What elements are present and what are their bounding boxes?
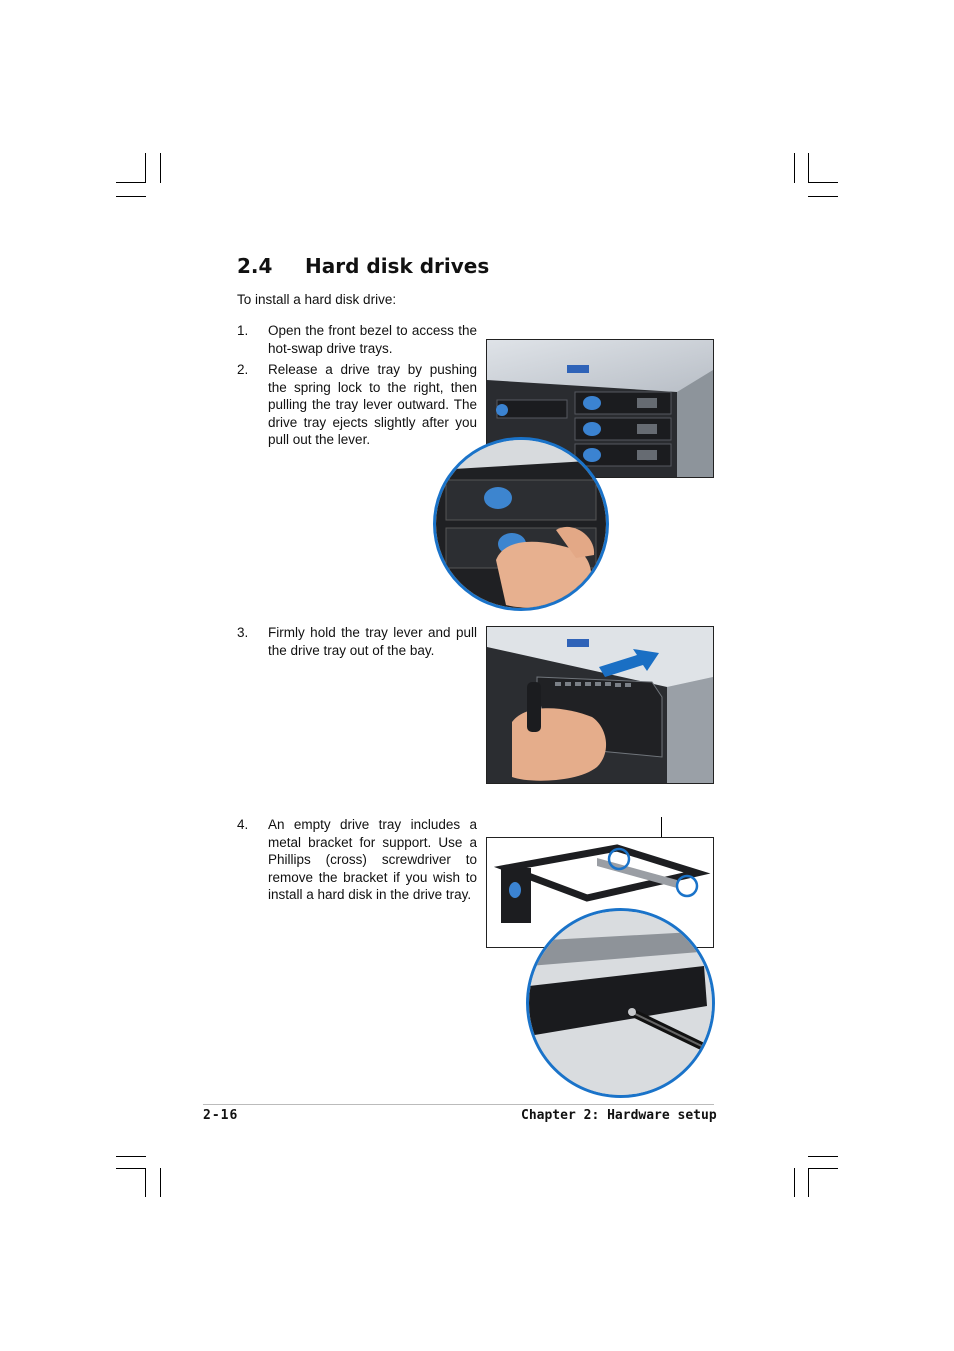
crop-mark — [808, 1156, 838, 1157]
step-1 — [237, 322, 477, 358]
crop-mark — [160, 1168, 161, 1197]
crop-mark — [116, 1156, 146, 1157]
step-number: 1. — [237, 323, 249, 338]
crop-mark — [808, 182, 838, 183]
tray-removal-illustration — [487, 627, 713, 783]
lever-closeup-callout — [433, 437, 609, 611]
section-heading — [237, 254, 637, 278]
section-number: 2.4 — [237, 254, 273, 278]
step-number: 2. — [237, 362, 249, 377]
chapter-title: Chapter 2: Hardware setup — [521, 1108, 717, 1123]
step-text: An empty drive tray includes a metal bracket for support. Use a Phillips (cross) screwdriver to remove the bracket if you wish to install a hard disk in the drive tray. — [268, 817, 477, 902]
bracket-screw-closeup-callout — [526, 908, 715, 1098]
crop-mark — [794, 1168, 795, 1197]
crop-mark — [116, 196, 146, 197]
crop-mark — [808, 1168, 838, 1169]
crop-mark — [160, 153, 161, 183]
section-title: Hard disk drives — [305, 254, 490, 278]
crop-mark — [808, 1168, 809, 1197]
step-text: Open the front bezel to access the hot-swap drive trays. — [268, 323, 477, 356]
tray-removal-photo — [486, 626, 714, 784]
crop-mark — [808, 153, 809, 183]
crop-mark — [116, 1168, 146, 1169]
screwdriver-closeup-illustration — [529, 911, 712, 1095]
crop-mark — [145, 153, 146, 183]
step-3 — [237, 624, 477, 660]
step-text: Firmly hold the tray lever and pull the drive tray out of the bay. — [268, 625, 477, 658]
hand-pulling-lever-illustration — [436, 440, 606, 608]
crop-mark — [145, 1168, 146, 1197]
crop-mark — [794, 153, 795, 183]
page-number: 2-16 — [203, 1108, 239, 1123]
crop-mark — [808, 196, 838, 197]
footer-divider — [203, 1104, 714, 1105]
step-number: 3. — [237, 625, 249, 640]
step-2 — [237, 361, 477, 451]
crop-mark — [116, 182, 146, 183]
step-number: 4. — [237, 817, 249, 832]
step-text: Release a drive tray by pushing the spring lock to the right, then pulling the tray lever outward. The drive tray ejects slightly after you pull out the lever. — [268, 362, 477, 447]
step-4 — [237, 816, 477, 906]
intro-text: To install a hard disk drive: — [237, 292, 397, 307]
